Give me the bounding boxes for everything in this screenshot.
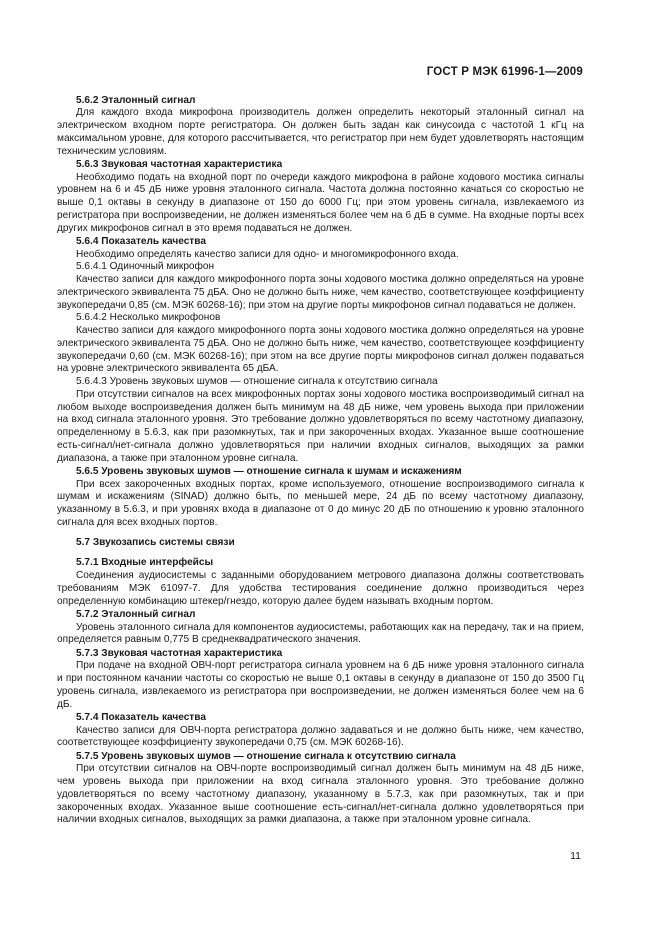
body-paragraph: При отсутствии сигналов на всех микрофонных портах зоны ходового мостика воспроизводимый сигнал на любом выходе воспроизведения должен быть минимум на 48 дБ ниже, чем уровень выхода при приложении на вход сигнала эталонного уровня. Это требование должно удовлетворяться по всему частотному диапазону, определенному в 5.6.3, как при разомкнутых, так и при закороченных входах. Указанное выше соотношение есть-сигнал/нет-сигнала должно удовлетворяться при наличии входных сигналов, выходящих за рамки диапазона, а также при эталонном уровне сигнала. xyxy=(57,388,584,464)
section-heading: 5.7.4 Показатель качества xyxy=(76,711,206,723)
section-heading: 5.6.2 Эталонный сигнал xyxy=(76,94,196,106)
section-heading: 5.7.1 Входные интерфейсы xyxy=(76,557,214,569)
page-number: 11 xyxy=(570,850,581,862)
subsection-heading: 5.6.4.2 Несколько микрофонов xyxy=(76,312,221,324)
section-spacer xyxy=(57,530,584,537)
body-paragraph: Необходимо подать на входной порт по очереди каждого микрофона в районе ходового мостика сигналы уровнем на 6 и 45 дБ ниже уровня эталонного сигнала. Частота должна постоянно качаться со скоростью не выше 0,1 октавы в секунду в диапазоне от 150 до 6000 Гц; при этом уровень сигнала, извлекаемого из регистратора при воспроизведении, не должен изменяться более чем на 6 дБ в сумме. На входные порты всех других микрофонов сигнал в это время подаваться не должен. xyxy=(57,171,584,234)
standard-header: ГОСТ Р МЭК 61996-1—2009 xyxy=(426,66,583,78)
section-heading: 5.7.5 Уровень звуковых шумов — отношение сигнала к отсутствию сигнала xyxy=(76,750,456,762)
document-body xyxy=(57,94,584,827)
section-heading: 5.7.3 Звуковая частотная характеристика xyxy=(76,647,283,659)
body-paragraph: При отсутствии сигналов на ОВЧ-порте воспроизводимый сигнал должен быть минимум на 48 дБ ниже, чем уровень выхода при приложении на вход сигнала эталонного уровня. Это требование должно удовлетворяться по всему частотному диапазону, указанному в 5.7.3, как при разомкнутых, так и при закороченных входах. Указанное выше соотношение есть-сигнал/нет-сигнала должно удовлетворяться при наличии входных сигналов, выходящих за рамки диапазона, а также при эталонном уровне сигнала. xyxy=(57,763,584,826)
body-paragraph: Качество записи для ОВЧ-порта регистратора должно задаваться и не должно быть ниже, чем качество, соответствующее коэффициенту звукопередачи 0,75 (см. МЭК 60268-16). xyxy=(57,724,584,749)
subsection-heading: 5.6.4.1 Одиночный микрофон xyxy=(76,261,215,273)
section-heading: 5.7.2 Эталонный сигнал xyxy=(76,608,196,620)
body-paragraph: Уровень эталонного сигнала для компонентов аудиосистемы, работающих как на передачу, так и на прием, определяется равным 0,775 В среднеквадратического значения. xyxy=(57,621,584,646)
section-heading: 5.7 Звукозапись системы связи xyxy=(76,537,235,548)
section-heading: 5.6.5 Уровень звуковых шумов — отношение сигнала к шумам и искажениям xyxy=(76,465,462,477)
subsection-heading: 5.6.4.3 Уровень звуковых шумов — отношение сигнала к отсутствию сигнала xyxy=(76,376,438,387)
body-paragraph: При всех закороченных входных портах, кроме используемого, отношение воспроизводимого сигнала к шумам и искажениям (SINAD) должно быть, по меньшей мере, 24 дБ по всему частотному диапазону, указанному в 5.6.3, и при уровнях входа в диапазоне от 0 до минус 20 дБ по отношению к уровню эталонного сигнала для всех входных портов. xyxy=(57,478,584,528)
body-paragraph: При подаче на входной ОВЧ-порт регистратора сигнала уровнем на 6 дБ ниже уровня эталонного сигнала и при постоянном качании частоты со скоростью не выше 0,1 октавы в секунду в диапазоне от 150 до 3500 Гц уровень сигнала, извлекаемого из регистратора при воспроизведении, не должен изменяться более чем на 6 дБ. xyxy=(57,660,584,710)
body-paragraph: Необходимо определять качество записи для одно- и многомикрофонного входа. xyxy=(76,248,459,260)
section-spacer xyxy=(57,550,584,557)
section-heading: 5.6.4 Показатель качества xyxy=(76,235,206,247)
body-paragraph: Качество записи для каждого микрофонного порта зоны ходового мостика должно определяться на уровне электрического эквивалента 75 дБА. Оно не должно быть ниже, чем качество, соответствующее коэффициенту звукопередачи 0,60 (см. МЭК 60268-16); при этом на все другие порты микрофонов сигнал должен подаваться на уровне электрического эквивалента 65 дБА. xyxy=(57,325,584,375)
body-paragraph: Соединения аудиосистемы с заданными оборудованием метрового диапазона должны соответствовать требованиям МЭК 61097-7. Для удобства тестирования соединение должно производиться через определенную комбинацию штекер/гнездо, которую далее будем называть входным портом. xyxy=(57,570,584,607)
section-heading: 5.6.3 Звуковая частотная характеристика xyxy=(76,158,283,170)
body-paragraph: Для каждого входа микрофона производитель должен определить некоторый эталонный сигнал на электрическом входном порте регистратора. Он должен быть задан как синусоида с частотой 1 кГц на максимальном уровне, для которого рассчитывается, что регистратор при нем будет удовлетворять настоящим техническим условиям. xyxy=(57,107,584,157)
body-paragraph: Качество записи для каждого микрофонного порта зоны ходового мостика должно определяться на уровне электрического эквивалента 75 дБА. Оно не должно быть ниже, чем качество, соответствующее коэффициенту звукопередачи 0,85 (см. МЭК 60268-16); при этом на другие порты микрофонов сигнал подаваться не должен. xyxy=(57,274,584,311)
